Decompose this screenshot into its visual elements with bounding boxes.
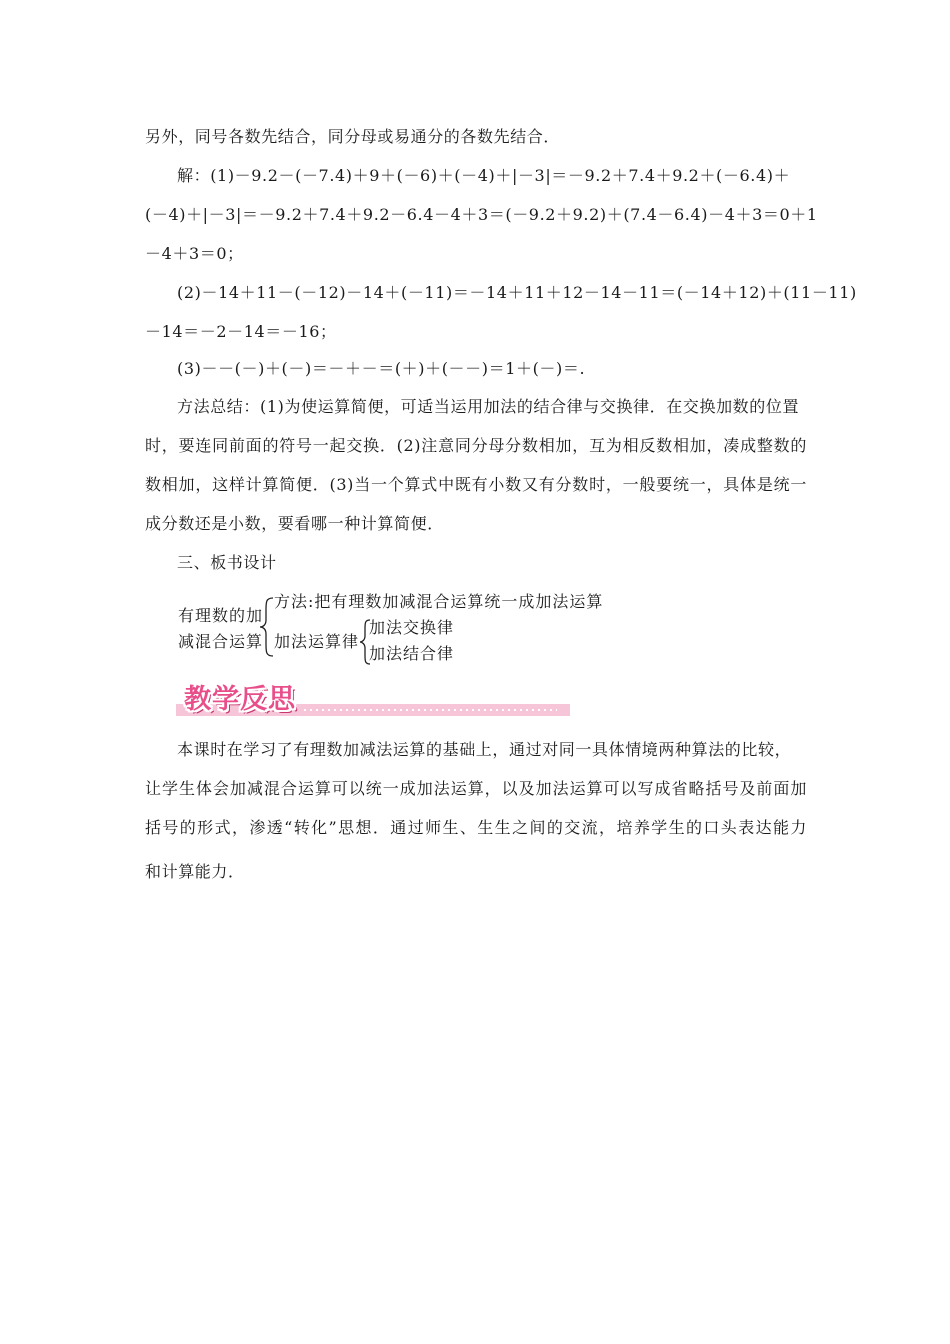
reflection-line-3: 括号的形式，渗透“转化”思想．通过师生、生生之间的交流，培养学生的口头表达能力 xyxy=(145,818,807,837)
text-line-1: 另外，同号各数先结合，同分母或易通分的各数先结合． xyxy=(145,127,561,146)
reflection-line-1: 本课时在学习了有理数加减法运算的基础上，通过对同一具体情境两种算法的比较， xyxy=(177,740,792,759)
text-line-3: (－4)＋|－3|＝－9.2＋7.4＋9.2－6.4－4＋3＝(－9.2＋9.2)＋(7.4－6.4)－4＋3＝0＋1 xyxy=(145,205,818,224)
text-line-11: 成分数还是小数，要看哪一种计算简便． xyxy=(145,514,444,533)
banner-dots xyxy=(302,709,557,711)
section-title: 教学反思 xyxy=(184,684,296,715)
board-law-associative: 加法结合律 xyxy=(369,644,455,663)
text-line-9: 时，要连同前面的符号一起交换．(2)注意同分母分数相加，互为相反数相加，凑成整数的 xyxy=(145,436,807,455)
text-line-7: (3)－－(－)＋(－)＝－＋－＝(＋)＋(－－)＝1＋(－)＝. xyxy=(177,359,586,378)
board-design-diagram xyxy=(170,588,630,668)
text-line-10: 数相加，这样计算简便．(3)当一个算式中既有小数又有分数时，一般要统一，具体是统一 xyxy=(145,475,807,494)
board-law: 加法运算律 xyxy=(274,632,360,651)
text-line-2: 解：(1)－9.2－(－7.4)＋9＋(－6)＋(－4)＋|－3|＝－9.2＋7.4＋9.2＋(－6.4)＋ xyxy=(177,166,791,185)
text-line-6: －14＝－2－14＝－16； xyxy=(145,322,337,341)
section-banner xyxy=(176,684,570,720)
reflection-line-2: 让学生体会加减混合运算可以统一成加法运算，以及加法运算可以写成省略括号及前面加 xyxy=(145,779,807,798)
section-heading-board: 三、板书设计 xyxy=(177,553,277,572)
board-topic-line2: 减混合运算 xyxy=(178,632,264,651)
text-line-8: 方法总结：(1)为使运算简便，可适当运用加法的结合律与交换律．在交换加数的位置 xyxy=(177,397,800,416)
text-line-5: (2)－14＋11－(－12)－14＋(－11)＝－14＋11＋12－14－11＝(－14＋12)＋(11－11) xyxy=(177,283,857,302)
board-law-commutative: 加法交换律 xyxy=(369,618,455,637)
text-line-4: －4＋3＝0； xyxy=(145,244,244,263)
board-topic-line1: 有理数的加 xyxy=(178,606,264,625)
reflection-line-4: 和计算能力． xyxy=(145,862,245,881)
board-method: 方法:把有理数加减混合运算统一成加法运算 xyxy=(274,592,604,611)
